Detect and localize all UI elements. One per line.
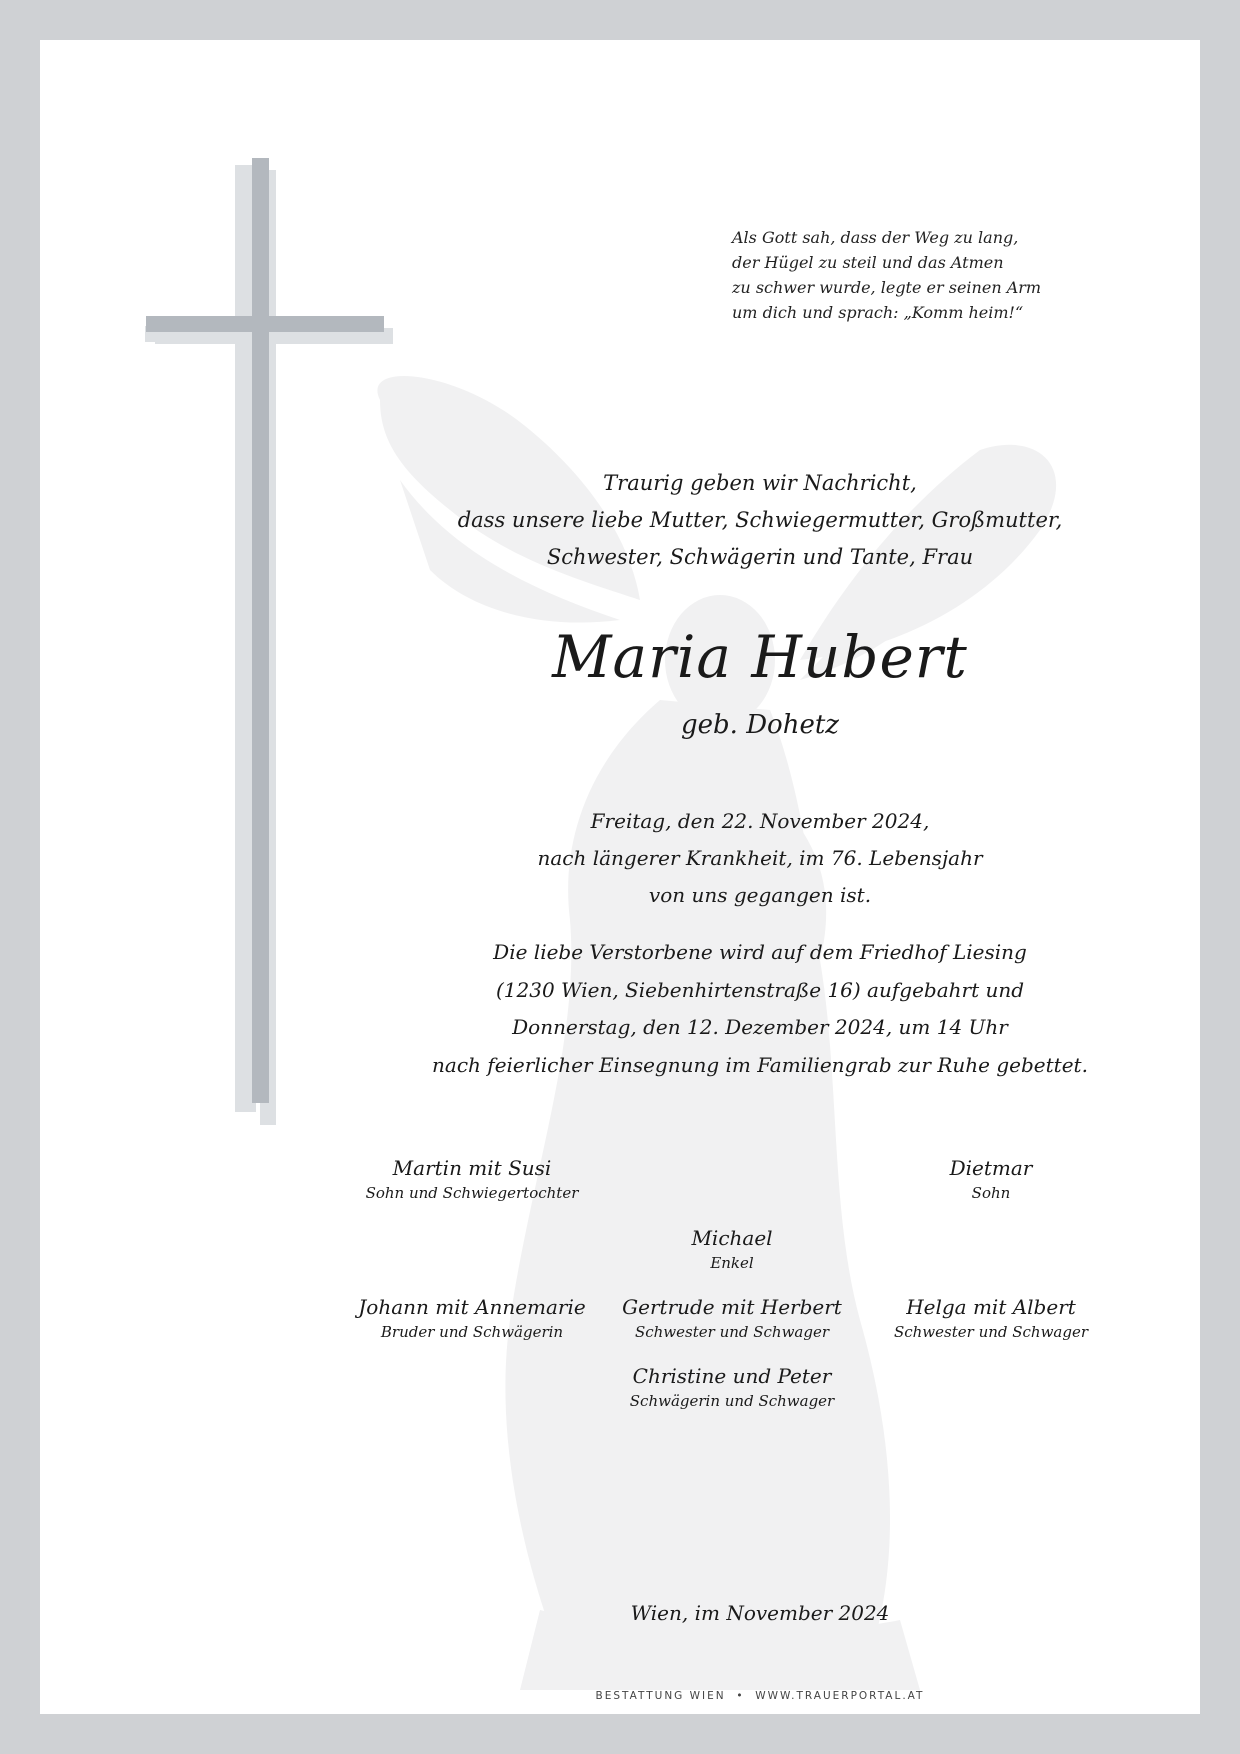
mourner-name: Christine und Peter [632, 1364, 832, 1388]
death-line: Freitag, den 22. November 2024, [590, 809, 930, 833]
footer [330, 1690, 1190, 1702]
mourner-name: Dietmar [949, 1156, 1033, 1180]
quote-line: zu schwer wurde, legte er seinen Arm [732, 278, 1042, 297]
mourner-entry [582, 1224, 882, 1274]
death-line: von uns gegangen ist. [648, 883, 872, 907]
mourner-name: Martin mit Susi [392, 1156, 552, 1180]
mourner-relation: Bruder und Schwägerin [380, 1323, 564, 1341]
mourner-entry [582, 1362, 882, 1412]
deceased-name: Maria Hubert [552, 623, 968, 691]
place-date: Wien, im November 2024 [630, 1601, 890, 1625]
footer-separator: • [736, 1690, 745, 1702]
burial-line: Die liebe Verstorbene wird auf dem Friedhof Liesing [493, 940, 1027, 964]
intro-line: Schwester, Schwägerin und Tante, Frau [546, 545, 974, 569]
cross-shadow-vertical [235, 165, 253, 1112]
mourner-relation: Sohn und Schwiegertochter [365, 1184, 579, 1202]
obituary-card [40, 40, 1200, 1714]
mourner-name: Michael [691, 1226, 773, 1250]
mourner-name: Gertrude mit Herbert [622, 1295, 842, 1319]
mourner-entry [322, 1293, 622, 1343]
maiden-name: geb. Dohetz [681, 710, 839, 740]
mourner-relation: Schwägerin und Schwager [629, 1392, 835, 1410]
quote-line: um dich und sprach: „Komm heim!“ [732, 303, 1024, 322]
cross-vertical-front [252, 158, 269, 1103]
death-line: nach längerer Krankheit, im 76. Lebensjahr [537, 846, 983, 870]
mourner-entry [582, 1293, 882, 1343]
burial-line: nach feierlicher Einsegnung im Familiengrab zur Ruhe gebettet. [432, 1052, 1088, 1077]
mourner-relation: Sohn [971, 1184, 1011, 1202]
quote-line: Als Gott sah, dass der Weg zu lang, [732, 228, 1019, 247]
burial-details [330, 934, 1190, 1084]
burial-line: (1230 Wien, Siebenhirtenstraße 16) aufgebahrt und [495, 977, 1025, 1002]
mourner-name: Johann mit Annemarie [358, 1295, 586, 1319]
intro-line: dass unsere liebe Mutter, Schwiegermutter, Großmutter, [457, 508, 1063, 532]
mourner-entry [322, 1154, 622, 1204]
footer-website[interactable]: WWW.TRAUERPORTAL.AT [755, 1690, 925, 1702]
burial-line: Donnerstag, den 12. Dezember 2024, um 14 Uhr [512, 1015, 1008, 1039]
mourner-relation: Schwester und Schwager [893, 1323, 1089, 1341]
quote-line: der Hügel zu steil und das Atmen [732, 253, 1004, 272]
mourner-name: Helga mit Albert [906, 1295, 1076, 1319]
mourner-relation: Schwester und Schwager [634, 1323, 830, 1341]
mourner-entry [841, 1154, 1141, 1204]
footer-company: BESTATTUNG WIEN [595, 1690, 726, 1702]
death-details [330, 803, 1190, 914]
mourner-relation: Enkel [710, 1254, 754, 1272]
quote-block [732, 225, 1172, 325]
mourner-entry [841, 1293, 1141, 1343]
intro-line: Traurig geben wir Nachricht, [603, 471, 917, 495]
cross-horizontal-front [146, 316, 384, 332]
announcement-intro [330, 465, 1190, 576]
